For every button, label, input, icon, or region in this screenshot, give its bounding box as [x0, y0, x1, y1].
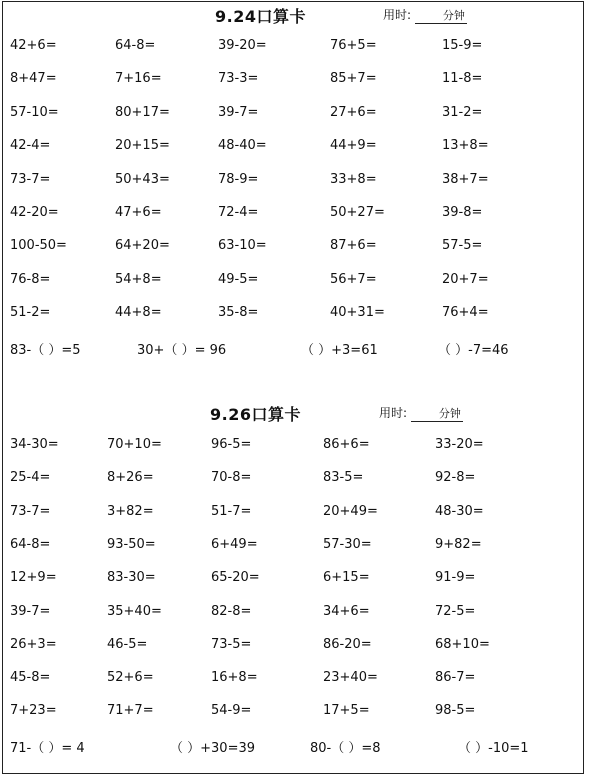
problem: 23+40= [323, 670, 378, 686]
problem: 34+6= [323, 603, 370, 619]
problem: 72-4= [218, 205, 259, 220]
problem: 83-30= [107, 570, 156, 586]
problem: 72-5= [435, 603, 476, 619]
problem: 100-50= [10, 238, 67, 254]
problem: 56+7= [330, 271, 377, 287]
problem: 91-9= [435, 570, 476, 586]
card2-timer-label: 用时: [379, 406, 408, 420]
problem: 51-7= [211, 503, 252, 519]
problem: 51-2= [10, 305, 51, 321]
problem: 86-20= [323, 636, 372, 652]
problem: 12+9= [10, 570, 57, 586]
problem: 86+6= [323, 437, 370, 452]
problem: 27+6= [330, 104, 377, 120]
problem: 49-5= [218, 271, 259, 287]
problem: 86-7= [435, 670, 476, 686]
problem: 33+8= [330, 171, 377, 187]
problem: 11-8= [442, 71, 483, 87]
problem: 70+10= [107, 437, 162, 452]
problem: 42-4= [10, 138, 51, 154]
problem: 73-3= [218, 71, 259, 87]
fill-blank-problem: 30+（ ）= 96 [137, 342, 227, 358]
problem: 64-8= [115, 38, 156, 53]
problem: 34-30= [10, 437, 59, 452]
problem: 39-8= [442, 205, 483, 220]
problem: 44+8= [115, 305, 162, 321]
problem: 73-7= [10, 171, 51, 187]
problem: 17+5= [323, 703, 370, 719]
problem: 48-40= [218, 138, 267, 154]
card1-timer-label: 用时: [383, 8, 412, 22]
fill-blank-problem: 71-（ ）= 4 [10, 740, 85, 756]
fill-blank-problem: （ ）-7=46 [438, 342, 509, 358]
problem: 39-20= [218, 38, 267, 53]
problem: 26+3= [10, 636, 57, 652]
problem: 6+49= [211, 536, 258, 552]
problem: 82-8= [211, 603, 252, 619]
problem: 13+8= [442, 138, 489, 154]
problem: 50+27= [330, 205, 385, 220]
problem: 76-8= [10, 271, 51, 287]
worksheet-border [2, 1, 584, 774]
problem: 64+20= [115, 238, 170, 254]
problem: 6+15= [323, 570, 370, 586]
card1-timer-blank: 分钟 [415, 7, 467, 24]
problem: 54+8= [115, 271, 162, 287]
problem: 42-20= [10, 205, 59, 220]
problem: 57-10= [10, 104, 59, 120]
problem: 25-4= [10, 470, 51, 486]
card2-timer [379, 404, 463, 422]
problem: 48-30= [435, 503, 484, 519]
problem: 46-5= [107, 636, 148, 652]
problem: 3+82= [107, 503, 154, 519]
problem: 44+9= [330, 138, 377, 154]
problem: 57-5= [442, 238, 483, 254]
problem: 39-7= [218, 104, 259, 120]
problem: 38+7= [442, 171, 489, 187]
card2-title: 9.26口算卡 [210, 405, 301, 424]
problem: 15-9= [442, 38, 483, 53]
problem: 76+4= [442, 305, 489, 321]
problem: 47+6= [115, 205, 162, 220]
problem: 70-8= [211, 470, 252, 486]
problem: 65-20= [211, 570, 260, 586]
problem: 42+6= [10, 38, 57, 53]
problem: 83-5= [323, 470, 364, 486]
problem: 93-50= [107, 536, 156, 552]
problem: 8+26= [107, 470, 154, 486]
problem: 78-9= [218, 171, 259, 187]
problem: 31-2= [442, 104, 483, 120]
fill-blank-problem: 83-（ ）=5 [10, 342, 81, 358]
fill-blank-problem: （ ）-10=1 [458, 740, 529, 756]
problem: 54-9= [211, 703, 252, 719]
fill-blank-problem: 80-（ ）=8 [310, 740, 381, 756]
problem: 40+31= [330, 305, 385, 321]
problem: 64-8= [10, 536, 51, 552]
card2-timer-blank: 分钟 [411, 405, 463, 422]
problem: 45-8= [10, 670, 51, 686]
problem: 73-7= [10, 503, 51, 519]
problem: 20+7= [442, 271, 489, 287]
problem: 57-30= [323, 536, 372, 552]
problem: 50+43= [115, 171, 170, 187]
problem: 63-10= [218, 238, 267, 254]
problem: 71+7= [107, 703, 154, 719]
problem: 98-5= [435, 703, 476, 719]
fill-blank-problem: （ ）+30=39 [170, 740, 256, 756]
card1-title: 9.24口算卡 [215, 7, 306, 26]
problem: 8+47= [10, 71, 57, 87]
problem: 92-8= [435, 470, 476, 486]
problem: 76+5= [330, 38, 377, 53]
problem: 7+23= [10, 703, 57, 719]
problem: 85+7= [330, 71, 377, 87]
problem: 20+49= [323, 503, 378, 519]
problem: 16+8= [211, 670, 258, 686]
problem: 73-5= [211, 636, 252, 652]
problem: 35-8= [218, 305, 259, 321]
problem: 80+17= [115, 104, 170, 120]
problem: 68+10= [435, 636, 490, 652]
problem: 52+6= [107, 670, 154, 686]
problem: 96-5= [211, 437, 252, 452]
problem: 20+15= [115, 138, 170, 154]
problem: 87+6= [330, 238, 377, 254]
problem: 7+16= [115, 71, 162, 87]
problem: 33-20= [435, 437, 484, 452]
problem: 9+82= [435, 536, 482, 552]
problem: 39-7= [10, 603, 51, 619]
card1-timer [383, 6, 467, 24]
problem: 35+40= [107, 603, 162, 619]
fill-blank-problem: （ ）+3=61 [301, 342, 378, 358]
